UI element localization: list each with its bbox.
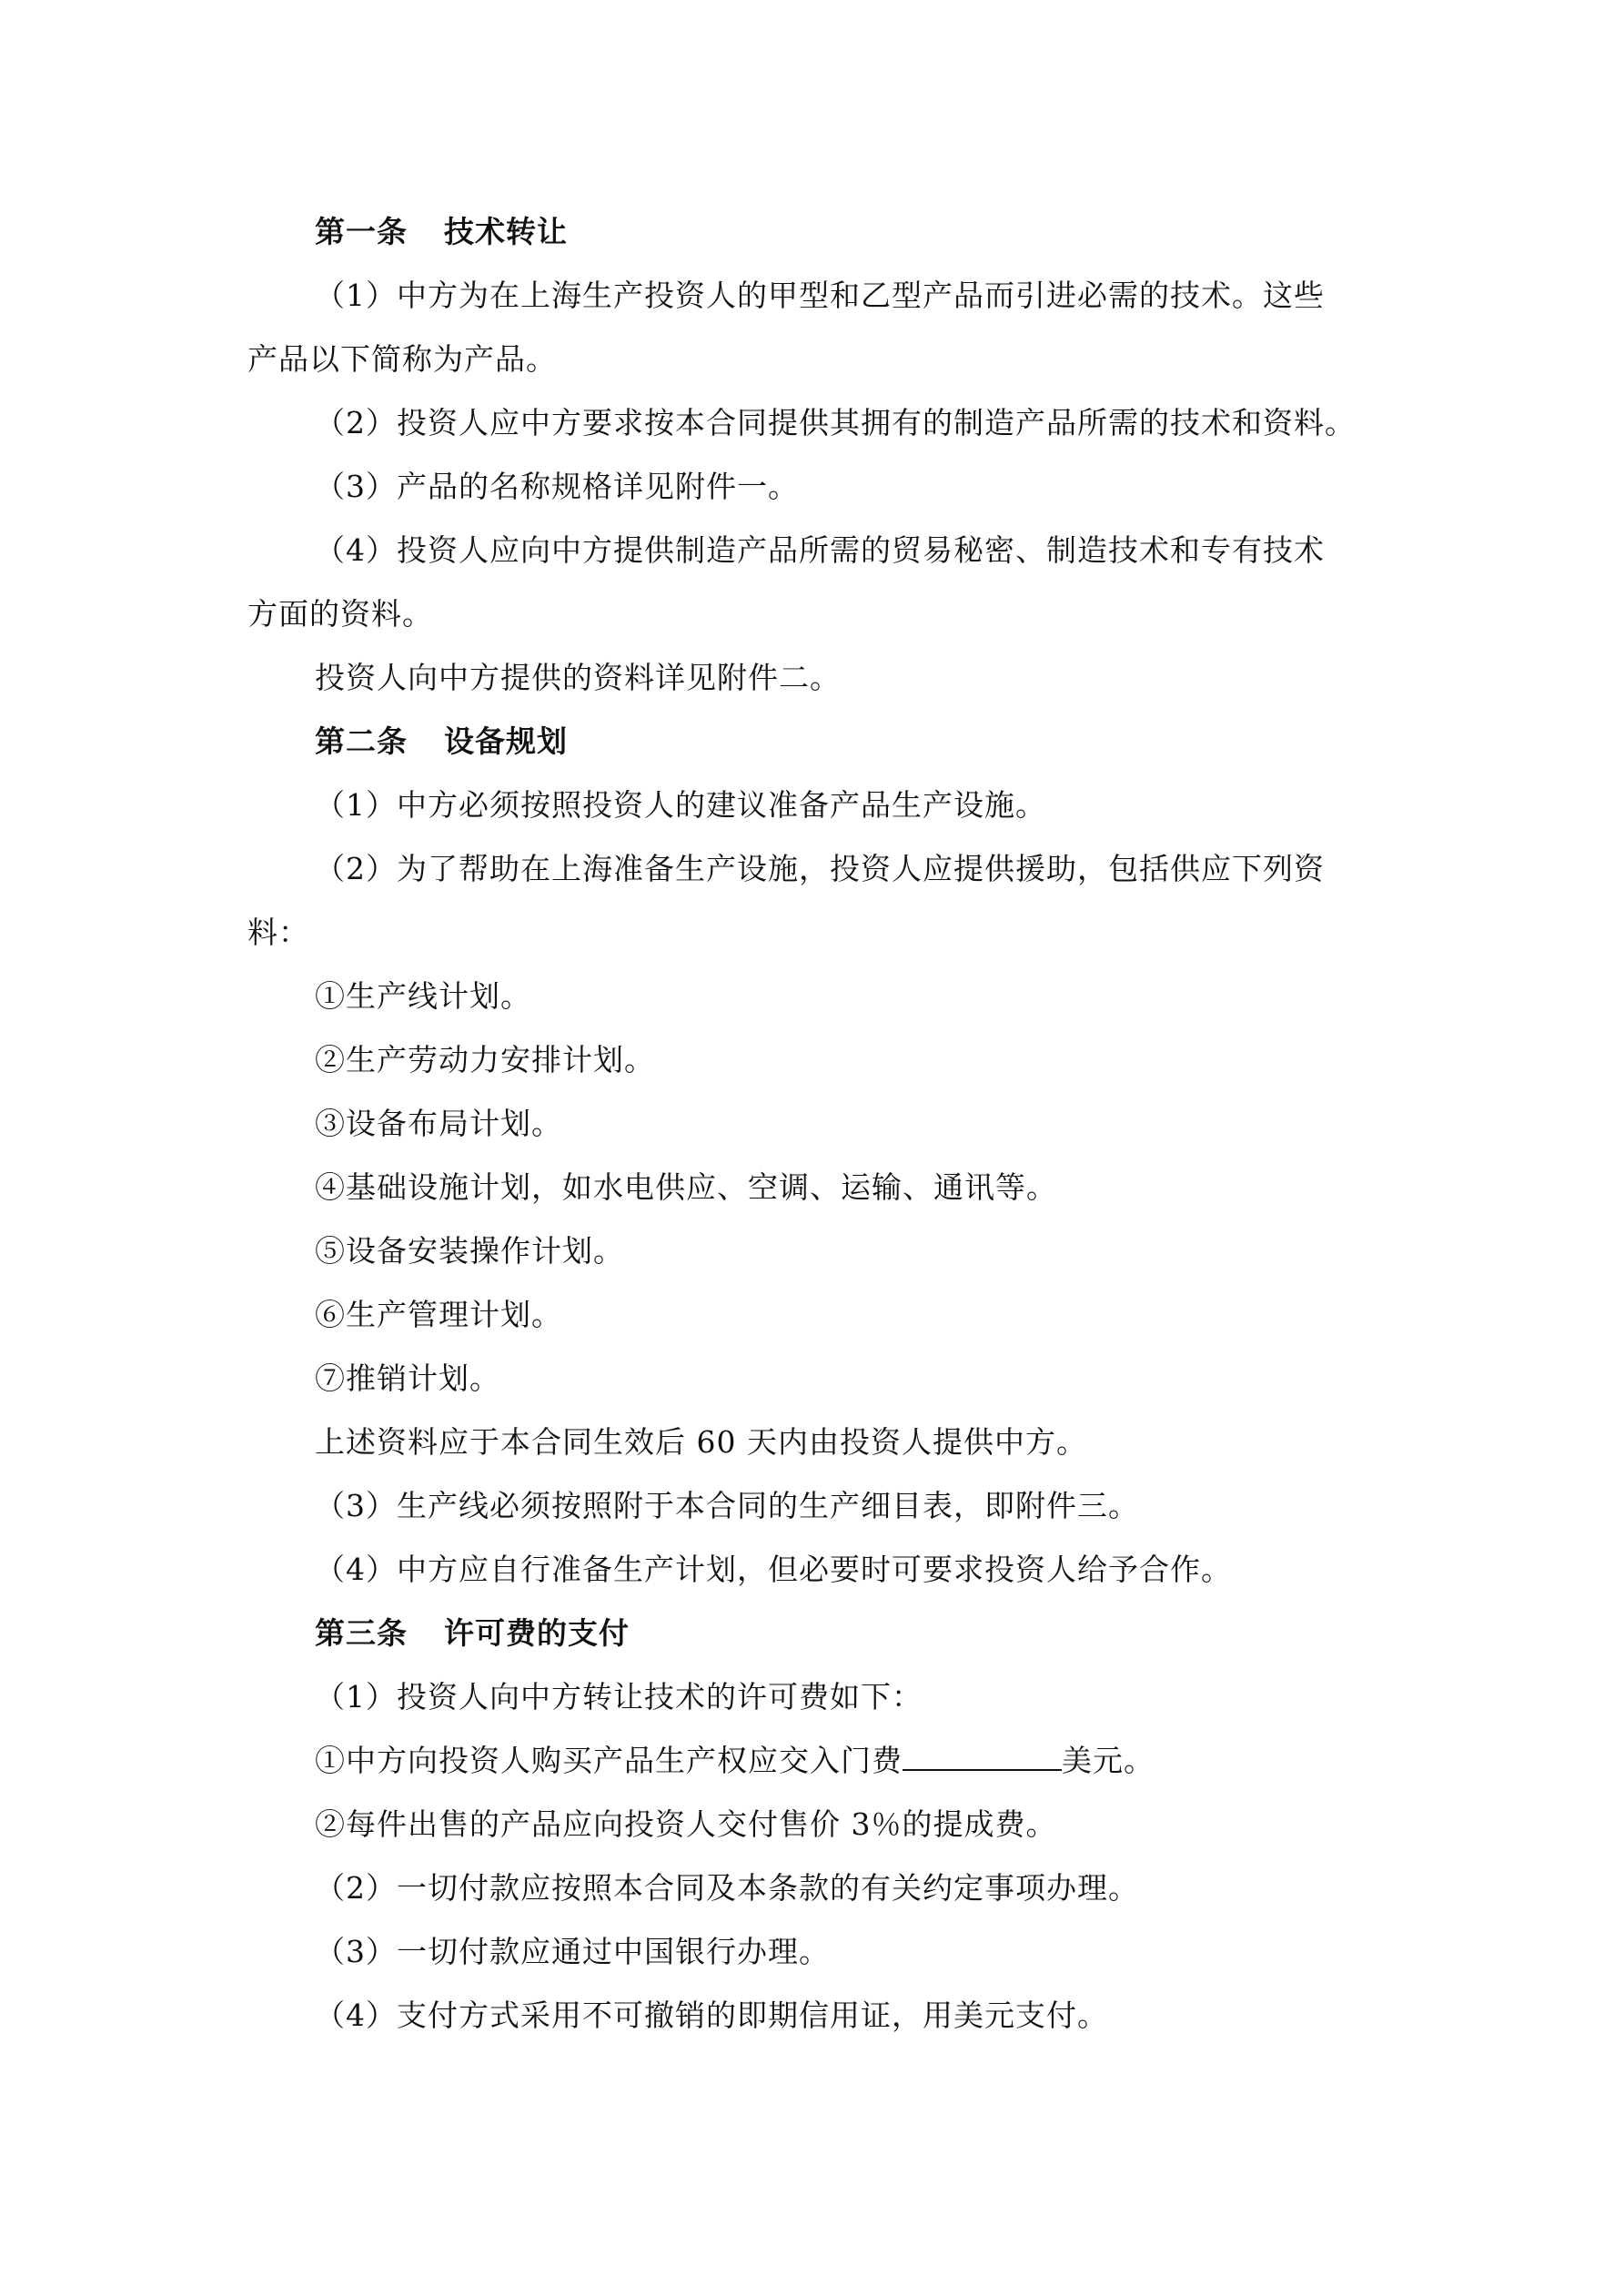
- article-1-clause-1-line-1: （1）中方为在上海生产投资人的甲型和乙型产品而引进必需的技术。这些: [315, 278, 1325, 313]
- article-3-clause-3: （3）一切付款应通过中国银行办理。: [315, 1934, 830, 1969]
- article-3-title: 许可费的支付: [444, 1615, 630, 1651]
- article-2-clause-4: （4）中方应自行准备生产计划，但必要时可要求投资人给予合作。: [315, 1552, 1232, 1587]
- article-1-heading: [315, 214, 568, 250]
- article-1-clause-4-line-2: 方面的资料。: [247, 596, 433, 632]
- article-1-clause-4-line-1: （4）投资人应向中方提供制造产品所需的贸易秘密、制造技术和专有技术: [315, 532, 1325, 568]
- list-item: ⑥生产管理计划。: [315, 1297, 562, 1332]
- article-1-clause-1-line-2: 产品以下简称为产品。: [247, 341, 557, 377]
- list-item: ④基础设施计划，如水电供应、空调、运输、通讯等。: [315, 1169, 1057, 1205]
- article-2-clause-1: （1）中方必须按照投资人的建议准备产品生产设施。: [315, 787, 1046, 823]
- fee-blank-line: [903, 1744, 1062, 1771]
- article-1-title: 技术转让: [444, 214, 568, 249]
- article-2-title: 设备规划: [444, 723, 568, 759]
- list-item: ⑤设备安装操作计划。: [315, 1233, 624, 1269]
- article-2-clause-2-line-1: （2）为了帮助在上海准备生产设施，投资人应提供援助，包括供应下列资: [315, 851, 1325, 886]
- article-1-note: 投资人向中方提供的资料详见附件二。: [315, 660, 841, 695]
- list-item: ③设备布局计划。: [315, 1106, 562, 1141]
- list-item: ②生产劳动力安排计划。: [315, 1042, 655, 1077]
- list-item: ①生产线计划。: [315, 978, 531, 1014]
- article-1-clause-2: （2）投资人应中方要求按本合同提供其拥有的制造产品所需的技术和资料。: [315, 405, 1356, 440]
- article-3-heading: [315, 1615, 630, 1652]
- article-1-number: 第一条: [315, 214, 408, 249]
- article-1-clause-3: （3）产品的名称规格详见附件一。: [315, 469, 799, 504]
- article-3-clause-4: （4）支付方式采用不可撤销的即期信用证，用美元支付。: [315, 1998, 1108, 2033]
- article-3-item-1-suffix: 美元。: [1062, 1743, 1155, 1778]
- article-3-item-2: ②每件出售的产品应向投资人交付售价 3％的提成费。: [315, 1806, 1057, 1842]
- article-2-note: 上述资料应于本合同生效后 60 天内由投资人提供中方。: [315, 1424, 1087, 1460]
- article-3-item-1-prefix: ①中方向投资人购买产品生产权应交入门费: [315, 1743, 903, 1778]
- article-2-clause-2-line-2: 料：: [247, 915, 309, 950]
- article-2-heading: [315, 723, 568, 760]
- article-2-number: 第二条: [315, 723, 408, 759]
- article-2-clause-3: （3）生产线必须按照附于本合同的生产细目表，即附件三。: [315, 1488, 1139, 1523]
- article-3-number: 第三条: [315, 1615, 408, 1651]
- list-item: ⑦推销计划。: [315, 1360, 500, 1396]
- article-3-clause-1: （1）投资人向中方转让技术的许可费如下：: [315, 1679, 923, 1714]
- article-3-clause-2: （2）一切付款应按照本合同及本条款的有关约定事项办理。: [315, 1870, 1139, 1906]
- article-3-item-1: [315, 1743, 1155, 1779]
